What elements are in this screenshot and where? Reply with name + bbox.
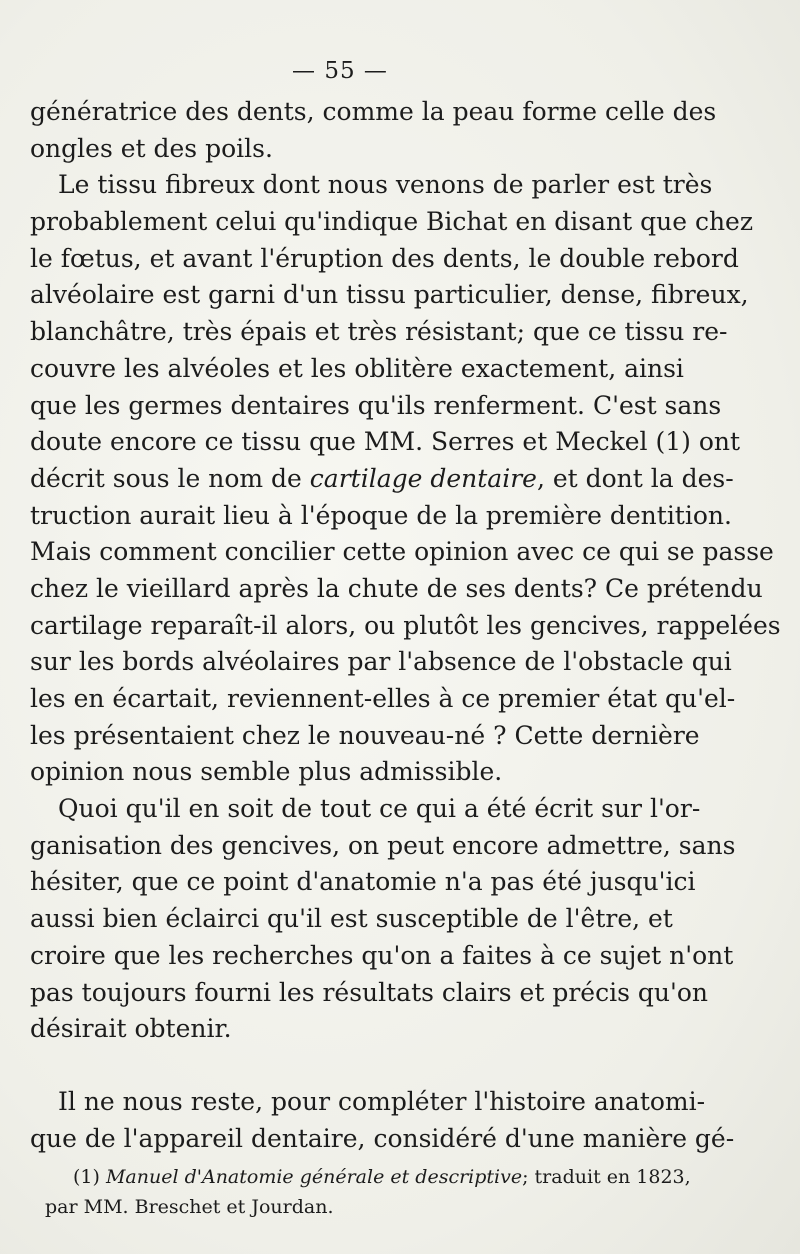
footnote-line: par MM. Breschet et Jourdan. <box>45 1196 334 1218</box>
italic-term: cartilage dentaire <box>309 463 537 493</box>
text-line: hésiter, que ce point d'anatomie n'a pas été jusqu'ici <box>30 867 696 897</box>
text-line: doute encore ce tissu que MM. Serres et Meckel (1) ont <box>30 427 741 457</box>
text-line: blanchâtre, très épais et très résistant; que ce tissu re- <box>30 317 728 347</box>
text-line: Le tissu fibreux dont nous venons de parler est très <box>58 170 713 200</box>
footnote-marker: (1) <box>73 1166 100 1188</box>
footnote <box>45 1162 691 1222</box>
body-text <box>30 94 781 1157</box>
text-line: désirait obtenir. <box>30 1014 232 1044</box>
text-line: aussi bien éclairci qu'il est susceptible de l'être, et <box>30 904 673 934</box>
text-line: les présentaient chez le nouveau-né ? Cette dernière <box>30 720 700 750</box>
text-line: couvre les alvéoles et les oblitère exactement, ainsi <box>30 353 684 383</box>
footnote-translation-note: ; traduit en 1823, <box>522 1166 691 1188</box>
text-line: ongles et des poils. <box>30 133 273 163</box>
text-line: génératrice des dents, comme la peau forme celle des <box>30 97 717 126</box>
text-line: sur les bords alvéolaires par l'absence de l'obstacle qui <box>30 647 732 677</box>
text-line: que de l'appareil dentaire, considéré d'une manière gé- <box>30 1123 735 1153</box>
paragraph <box>30 1084 735 1157</box>
text-line: ganisation des gencives, on peut encore admettre, sans <box>30 830 736 860</box>
text-line: décrit sous le nom de cartilage dentaire, et dont la des- <box>30 463 734 493</box>
page-number: — 55 — <box>292 58 388 84</box>
text-line: croire que les recherches qu'on a faites à ce sujet n'ont <box>30 940 734 970</box>
text-line: probablement celui qu'indique Bichat en disant que chez <box>30 207 754 237</box>
text-line: cartilage reparaît-il alors, ou plutôt les gencives, rappelées <box>30 610 781 640</box>
text-line: les en écartait, reviennent-elles à ce premier état qu'el- <box>30 684 736 713</box>
paragraph <box>30 167 781 791</box>
text-line: truction aurait lieu à l'époque de la première dentition. <box>30 500 732 530</box>
text-line: Il ne nous reste, pour compléter l'histoire anatomi- <box>58 1086 706 1116</box>
text-line: que les germes dentaires qu'ils renferment. C'est sans <box>30 390 722 420</box>
text-line: le fœtus, et avant l'éruption des dents, le double rebord <box>30 243 739 273</box>
text-line: Mais comment concilier cette opinion avec ce qui se passe <box>30 537 774 567</box>
text-line: opinion nous semble plus admissible. <box>30 757 503 787</box>
footnote-book-title: Manuel d'Anatomie générale et descriptive <box>105 1166 523 1188</box>
text-line: chez le vieillard après la chute de ses dents? Ce prétendu <box>30 573 763 603</box>
footnote-line <box>45 1162 691 1192</box>
paragraph <box>30 791 736 1048</box>
text-line: pas toujours fourni les résultats clairs et précis qu'on <box>30 977 708 1007</box>
paragraph-gap <box>30 1048 655 1084</box>
text-line: Quoi qu'il en soit de tout ce qui a été écrit sur l'or- <box>58 794 701 824</box>
paragraph <box>30 94 717 167</box>
text-line: alvéolaire est garni d'un tissu particulier, dense, fibreux, <box>30 280 749 310</box>
